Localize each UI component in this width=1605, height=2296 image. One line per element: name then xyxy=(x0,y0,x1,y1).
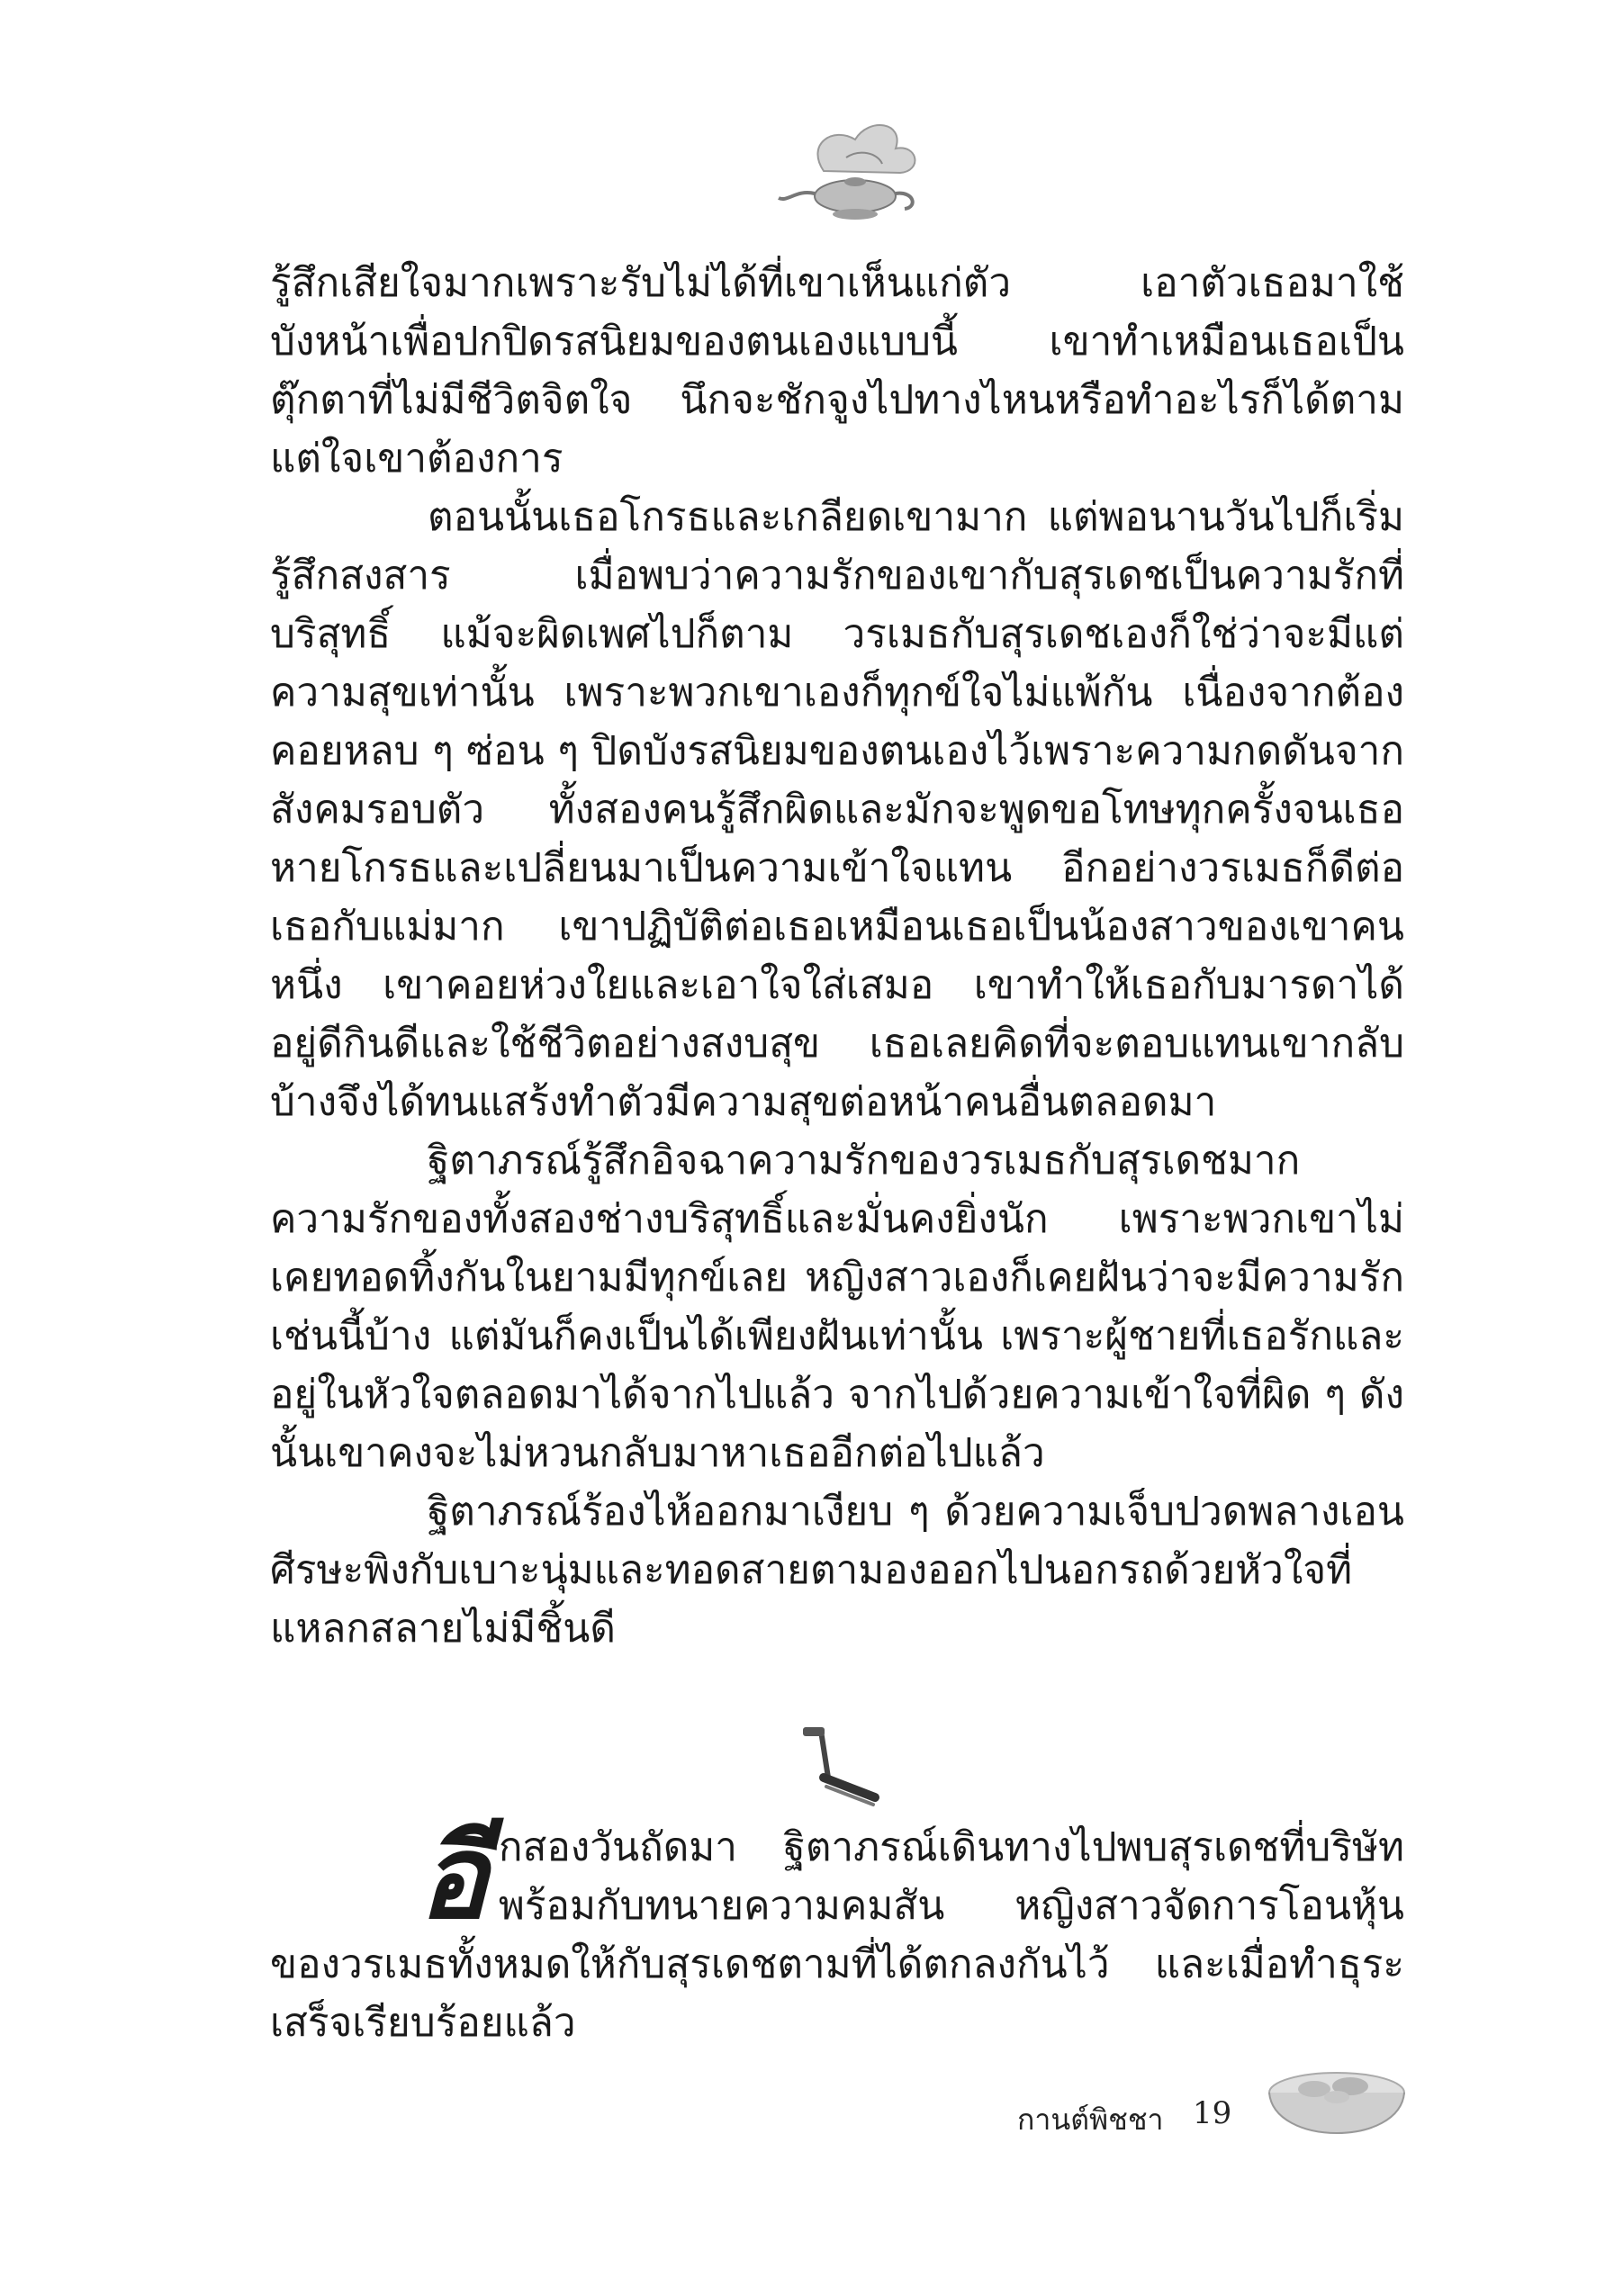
treadmill-icon xyxy=(792,1724,882,1809)
footer-author: กานต์พิชชา xyxy=(1017,2102,1164,2137)
section-text: กสองวันถัดมา ฐิตาภรณ์เดินทางไปพบสุรเดชที่บริษัทพร้อมกับทนายความคมสัน หญิงสาวจัดการโอนหุ้นของวรเมธทั้งหมดให้กับสุรเดชตามที่ได้ตกลงกันไว้ และเมื่อทำธุระเสร็จเรียบร้อยแล้ว xyxy=(270,1824,1404,2046)
drop-cap: อี xyxy=(419,1811,488,1945)
magic-lamp-icon xyxy=(770,108,932,225)
paragraph-3: ฐิตาภรณ์รู้สึกอิจฉาความรักของวรเมธกับสุรเดชมาก ความรักของทั้งสองช่างบริสุทธิ์และมั่นคงยิ่งนัก เพราะพวกเขาไม่เคยทอดทิ้งกันในยามมีทุกข์เลย หญิงสาวเองก็เคยฝันว่าจะมีความรักเช่นนี้บ้าง แต่มันก็คงเป็นได้เพียงฝันเท่านั้น เพราะผู้ชายที่เธอรักและอยู่ในหัวใจตลอดมาได้จากไปแล้ว จากไปด้วยความเข้าใจที่ผิด ๆ ดังนั้นเขาคงจะไม่หวนกลับมาหาเธออีกต่อไปแล้ว xyxy=(270,1138,1404,1476)
paragraph-1: รู้สึกเสียใจมากเพราะรับไม่ได้ที่เขาเห็นแก่ตัว เอาตัวเธอมาใช้บังหน้าเพื่อปกปิดรสนิยมของตนเองแบบนี้ เขาทำเหมือนเธอเป็นตุ๊กตาที่ไม่มีชีวิตจิตใจ นึกจะชักจูงไปทางไหนหรือทำอะไรก็ได้ตามแต่ใจเขาต้องการ xyxy=(270,260,1404,482)
bowl-icon xyxy=(1265,2057,1409,2165)
paragraph-2: ตอนนั้นเธอโกรธและเกลียดเขามาก แต่พอนานวันไปก็เริ่มรู้สึกสงสาร เมื่อพบว่าความรักของเขากับสุรเดชเป็นความรักที่บริสุทธิ์ แม้จะผิดเพศไปก็ตาม วรเมธกับสุรเดชเองก็ใช่ว่าจะมีแต่ความสุขเท่านั้น เพราะพวกเขาเองก็ทุกข์ใจไม่แพ้กัน เนื่องจากต้องคอยหลบ ๆ ซ่อน ๆ ปิดบังรสนิยมของตนเองไว้เพราะความกดดันจากสังคมรอบตัว ทั้งสองคนรู้สึกผิดและมักจะพูดขอโทษทุกครั้งจนเธอหายโกรธและเปลี่ยนมาเป็นความเข้าใจแทน อีกอย่างวรเมธก็ดีต่อเธอกับแม่มาก เขาปฏิบัติต่อเธอเหมือนเธอเป็นน้องสาวของเขาคนหนึ่ง เขาคอยห่วงใยและเอาใจใส่เสมอ เขาทำให้เธอกับมารดาได้อยู่ดีกินดีและใช้ชีวิตอย่างสงบสุข เธอเลยคิดที่จะตอบแทนเขากลับบ้างจึงได้ทนแสร้งทำตัวมีความสุขต่อหน้าคนอื่นตลอดมา xyxy=(270,494,1404,1125)
body-text xyxy=(270,254,1404,1658)
paragraph-4: ฐิตาภรณ์ร้องไห้ออกมาเงียบ ๆ ด้วยความเจ็บปวดพลางเอนศีรษะพิงกับเบาะนุ่มและทอดสายตามองออกไปนอกรถด้วยหัวใจที่แหลกสลายไม่มีชิ้นดี xyxy=(270,1489,1404,1652)
page-number: 19 xyxy=(1193,2095,1232,2131)
section-start xyxy=(270,1811,1404,2052)
